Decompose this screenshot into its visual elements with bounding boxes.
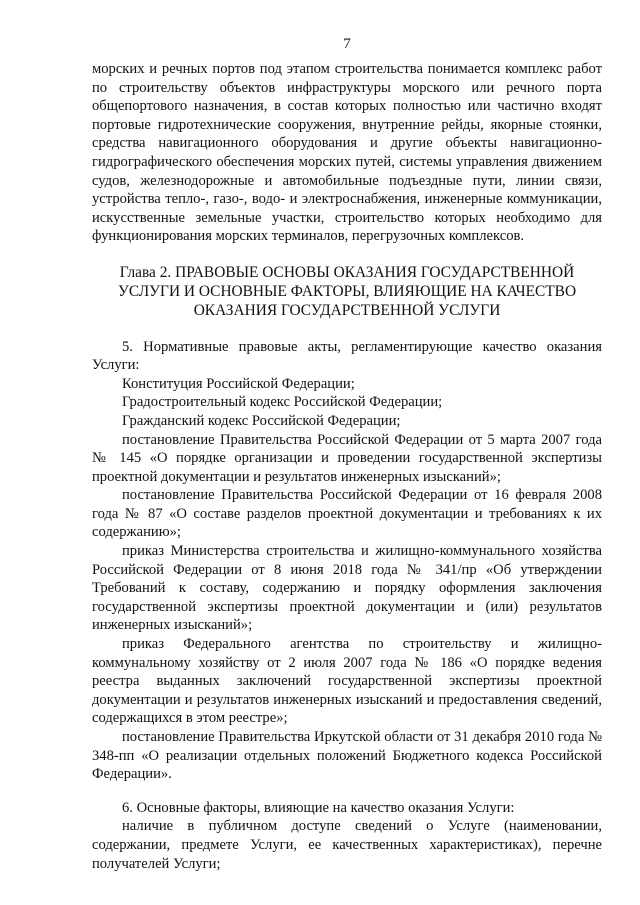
document-page [92, 34, 602, 873]
section-6-item-public-info: наличие в публичном доступе сведений о Услуге (наименовании, содержании, предмете Услуги, ее качественных характеристиках), перечне получателей Услуги; [92, 818, 602, 872]
section-5-item-resolution-348: постановление Правительства Иркутской области от 31 декабря 2010 года № 348-пп «О реализации отдельных положений Бюджетного кодекса Российской Федерации». [92, 729, 602, 783]
section-5-item-order-341: приказ Министерства строительства и жилищно-коммунального хозяйства Российской Федерации от 8 июня 2018 года № 341/пр «Об утверждении Требований к составу, содержанию и порядку оформления заключения государственной экспертизы проектной документации и (или) результатов инженерных изысканий»; [92, 543, 602, 634]
section-5 [92, 338, 602, 784]
intro-paragraph: морских и речных портов под этапом строительства понимается комплекс работ по строительству объектов инфраструктуры морского или речного порта общепортового назначения, в состав которых полностью или частично входят портовые гидротехнические сооружения, внутренние рейды, якорные стоянки, средства навигационного оборудования и другие объекты навигационно-гидрографического обеспечения морских путей, системы управления движением судов, железнодорожные и автомобильные подъездные пути, линии связи, устройства тепло-, газо-, водо- и электроснабжения, инженерные коммуникации, искусственные земельные участки, строительство которых необходимо для функционирования морских терминалов, перегрузочных комплексов. [92, 61, 602, 245]
section-5-intro: 5. Нормативные правовые акты, регламентирующие качество оказания Услуги: [92, 338, 602, 374]
chapter-heading-line-1: Глава 2. ПРАВОВЫЕ ОСНОВЫ ОКАЗАНИЯ ГОСУДАРСТВЕННОЙ [119, 263, 575, 281]
chapter-heading-line-2: УСЛУГИ И ОСНОВНЫЕ ФАКТОРЫ, ВЛИЯЮЩИЕ НА КАЧЕСТВО [117, 283, 577, 301]
chapter-heading [100, 263, 594, 321]
section-6 [92, 799, 602, 873]
section-5-item-urban-code: Градостроительный кодекс Российской Федерации; [122, 394, 443, 411]
section-5-item-civil-code: Гражданский кодекс Российской Федерации; [122, 412, 401, 429]
section-6-intro: 6. Основные факторы, влияющие на качество оказания Услуги: [122, 799, 515, 816]
section-5-item-constitution: Конституция Российской Федерации; [122, 375, 355, 392]
chapter-heading-line-3: ОКАЗАНИЯ ГОСУДАРСТВЕННОЙ УСЛУГИ [193, 302, 501, 320]
section-5-item-resolution-87: постановление Правительства Российской Федерации от 16 февраля 2008 года № 87 «О составе разделов проектной документации и требованиях к их содержанию»; [92, 487, 602, 541]
section-5-item-order-186: приказ Федерального агентства по строительству и жилищно-коммунальному хозяйству от 2 июля 2007 года № 186 «О порядке ведения реестра выданных заключений государственной экспертизы проектной документации и результатов инженерных изысканий и предоставления сведений, содержащихся в этом реестре»; [92, 636, 602, 727]
section-5-item-resolution-145: постановление Правительства Российской Федерации от 5 марта 2007 года № 145 «О порядке организации и проведении государственной экспертизы проектной документации и результатов инженерных изысканий»; [92, 431, 602, 485]
page-number: 7 [343, 36, 351, 52]
